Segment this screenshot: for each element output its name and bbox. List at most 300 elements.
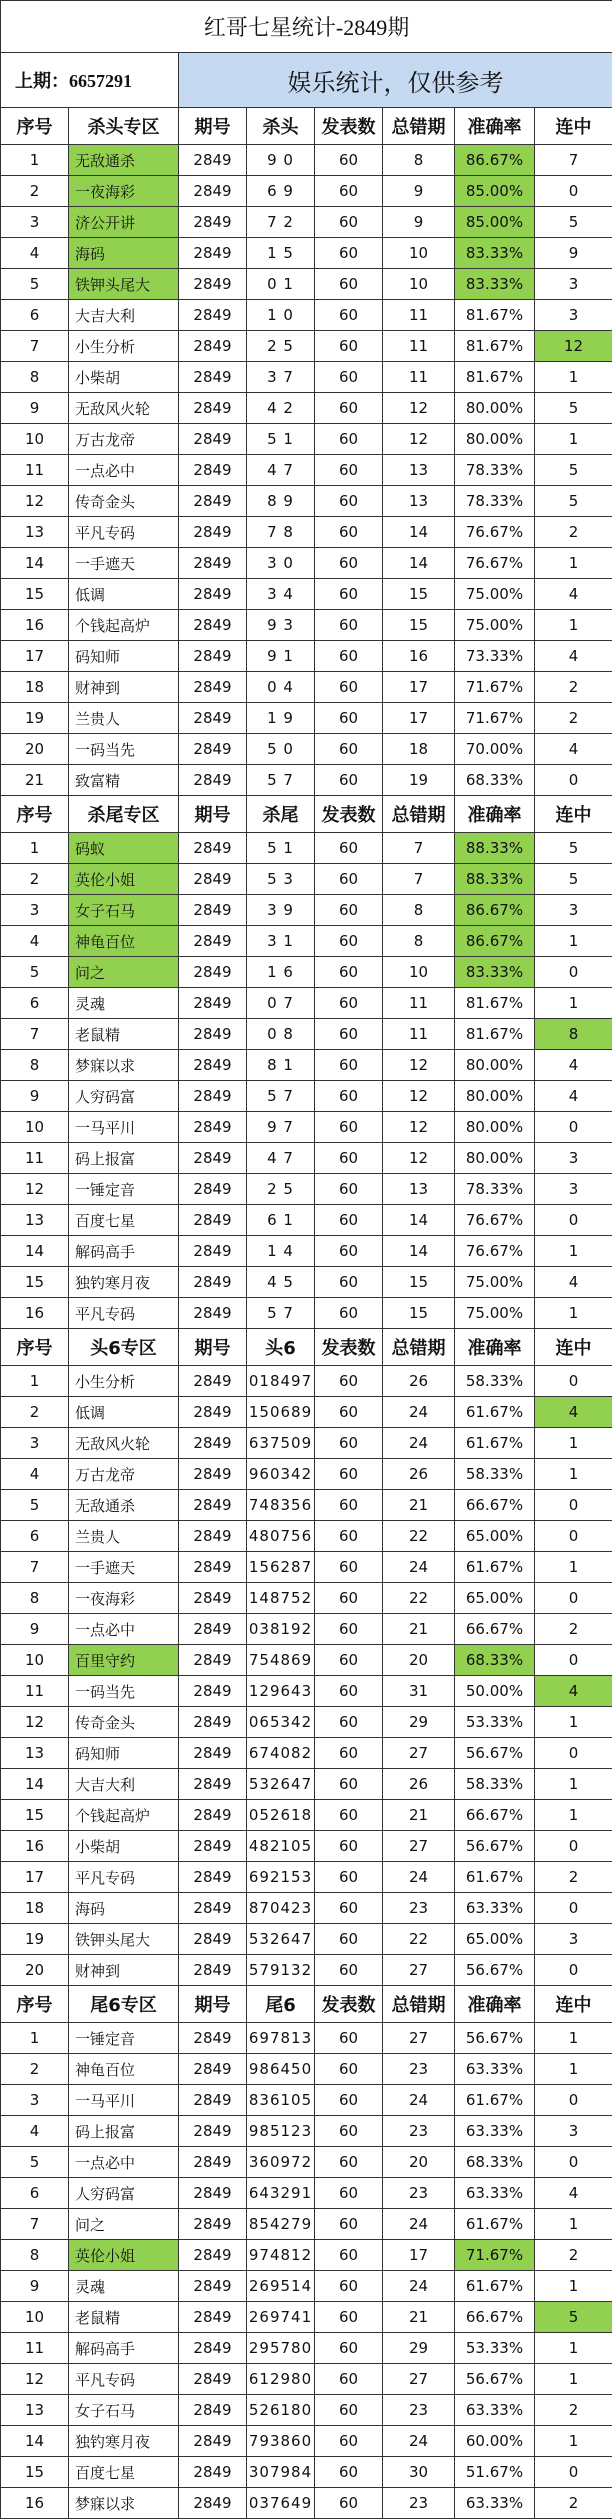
cell-errors: 8 [383, 926, 455, 957]
cell-accuracy: 80.00% [455, 1081, 535, 1112]
cell-period: 2849 [179, 703, 247, 734]
cell-numbers: 5 3 [247, 864, 315, 895]
table-row [1, 2395, 612, 2426]
table-row [1, 238, 612, 269]
cell-numbers: 6 9 [247, 176, 315, 207]
cell-posts: 60 [315, 207, 383, 238]
cell-numbers: 038192 [247, 1614, 315, 1645]
cell-errors: 11 [383, 362, 455, 393]
cell-numbers: 9 0 [247, 145, 315, 176]
cell-name: 平凡专码 [69, 2364, 179, 2395]
cell-errors: 15 [383, 610, 455, 641]
cell-period: 2849 [179, 1019, 247, 1050]
header-name: 杀头专区 [69, 108, 179, 145]
cell-errors: 12 [383, 393, 455, 424]
cell-posts: 60 [315, 1236, 383, 1267]
cell-accuracy: 56.67% [455, 1955, 535, 1986]
cell-name: 小生分析 [69, 1366, 179, 1397]
cell-accuracy: 73.33% [455, 641, 535, 672]
cell-accuracy: 75.00% [455, 1298, 535, 1329]
cell-name: 大吉大利 [69, 1769, 179, 1800]
cell-errors: 13 [383, 1174, 455, 1205]
cell-accuracy: 56.67% [455, 2364, 535, 2395]
cell-posts: 60 [315, 641, 383, 672]
cell-accuracy: 61.67% [455, 2085, 535, 2116]
cell-period: 2849 [179, 1205, 247, 1236]
cell-name: 女子石马 [69, 2395, 179, 2426]
cell-rank: 10 [1, 1112, 69, 1143]
cell-posts: 60 [315, 1459, 383, 1490]
cell-posts: 60 [315, 145, 383, 176]
cell-errors: 10 [383, 238, 455, 269]
cell-errors: 26 [383, 1459, 455, 1490]
header-errors: 总错期 [383, 1329, 455, 1366]
cell-accuracy: 61.67% [455, 2271, 535, 2302]
cell-posts: 60 [315, 486, 383, 517]
cell-posts: 60 [315, 2333, 383, 2364]
cell-period: 2849 [179, 176, 247, 207]
header-streak: 连中 [535, 1986, 612, 2023]
cell-name: 万古龙帝 [69, 1459, 179, 1490]
cell-accuracy: 61.67% [455, 1397, 535, 1428]
cell-errors: 23 [383, 1893, 455, 1924]
cell-period: 2849 [179, 1081, 247, 1112]
cell-accuracy: 70.00% [455, 734, 535, 765]
table-row [1, 1236, 612, 1267]
cell-streak: 1 [535, 1707, 612, 1738]
cell-streak: 4 [535, 1676, 612, 1707]
cell-name: 一码当先 [69, 734, 179, 765]
cell-period: 2849 [179, 2178, 247, 2209]
cell-rank: 15 [1, 1267, 69, 1298]
cell-period: 2849 [179, 2054, 247, 2085]
table-row [1, 2333, 612, 2364]
cell-name: 一码当先 [69, 1676, 179, 1707]
cell-period: 2849 [179, 734, 247, 765]
cell-name: 一马平川 [69, 1112, 179, 1143]
table-row [1, 2085, 612, 2116]
table-row [1, 1490, 612, 1521]
cell-accuracy: 76.67% [455, 1236, 535, 1267]
cell-name: 大吉大利 [69, 300, 179, 331]
cell-errors: 11 [383, 300, 455, 331]
cell-streak: 3 [535, 269, 612, 300]
cell-period: 2849 [179, 1143, 247, 1174]
cell-name: 一点必中 [69, 1614, 179, 1645]
cell-errors: 20 [383, 1645, 455, 1676]
title-row [1, 1, 612, 53]
table-row [1, 734, 612, 765]
cell-name: 百里守约 [69, 1645, 179, 1676]
cell-name: 解码高手 [69, 1236, 179, 1267]
cell-name: 致富精 [69, 765, 179, 796]
cell-numbers: 1 4 [247, 1236, 315, 1267]
cell-period: 2849 [179, 2209, 247, 2240]
cell-period: 2849 [179, 207, 247, 238]
table-row [1, 1174, 612, 1205]
cell-period: 2849 [179, 1645, 247, 1676]
cell-period: 2849 [179, 1707, 247, 1738]
cell-numbers: 6 1 [247, 1205, 315, 1236]
cell-period: 2849 [179, 2116, 247, 2147]
cell-errors: 17 [383, 672, 455, 703]
cell-accuracy: 65.00% [455, 1521, 535, 1552]
cell-rank: 17 [1, 1862, 69, 1893]
cell-period: 2849 [179, 2364, 247, 2395]
cell-errors: 14 [383, 517, 455, 548]
cell-errors: 27 [383, 1955, 455, 1986]
cell-numbers: 480756 [247, 1521, 315, 1552]
table-row [1, 1862, 612, 1893]
cell-name: 码上报富 [69, 1143, 179, 1174]
cell-accuracy: 83.33% [455, 238, 535, 269]
cell-name: 兰贵人 [69, 1521, 179, 1552]
cell-rank: 8 [1, 1050, 69, 1081]
cell-name: 个钱起高炉 [69, 610, 179, 641]
table-row [1, 765, 612, 796]
cell-period: 2849 [179, 1298, 247, 1329]
cell-accuracy: 80.00% [455, 1143, 535, 1174]
cell-streak: 2 [535, 2488, 612, 2519]
cell-rank: 4 [1, 1459, 69, 1490]
cell-numbers: 5 1 [247, 424, 315, 455]
cell-rank: 6 [1, 2178, 69, 2209]
cell-errors: 21 [383, 1614, 455, 1645]
cell-name: 梦寐以求 [69, 2488, 179, 2519]
cell-streak: 2 [535, 1614, 612, 1645]
cell-rank: 5 [1, 957, 69, 988]
cell-accuracy: 65.00% [455, 1924, 535, 1955]
cell-rank: 18 [1, 1893, 69, 1924]
cell-errors: 15 [383, 1298, 455, 1329]
table-row [1, 176, 612, 207]
cell-rank: 1 [1, 145, 69, 176]
cell-name: 灵魂 [69, 2271, 179, 2302]
cell-name: 英伦小姐 [69, 864, 179, 895]
cell-streak: 0 [535, 176, 612, 207]
cell-numbers: 793860 [247, 2426, 315, 2457]
cell-rank: 8 [1, 362, 69, 393]
cell-accuracy: 58.33% [455, 1366, 535, 1397]
cell-period: 2849 [179, 1428, 247, 1459]
cell-streak: 1 [535, 988, 612, 1019]
cell-errors: 31 [383, 1676, 455, 1707]
cell-posts: 60 [315, 238, 383, 269]
table-row [1, 207, 612, 238]
table-row [1, 1614, 612, 1645]
header-rank: 序号 [1, 796, 69, 833]
cell-errors: 14 [383, 1205, 455, 1236]
cell-errors: 27 [383, 2364, 455, 2395]
cell-name: 一手遮天 [69, 548, 179, 579]
cell-rank: 18 [1, 672, 69, 703]
cell-posts: 60 [315, 2426, 383, 2457]
cell-name: 平凡专码 [69, 1298, 179, 1329]
cell-posts: 60 [315, 1205, 383, 1236]
table-row [1, 145, 612, 176]
cell-numbers: 0 1 [247, 269, 315, 300]
header-rank: 序号 [1, 1986, 69, 2023]
cell-errors: 24 [383, 2085, 455, 2116]
cell-numbers: 526180 [247, 2395, 315, 2426]
cell-numbers: 697813 [247, 2023, 315, 2054]
cell-name: 小柴胡 [69, 1831, 179, 1862]
cell-streak: 1 [535, 362, 612, 393]
cell-name: 人穷码富 [69, 1081, 179, 1112]
cell-streak: 3 [535, 1174, 612, 1205]
cell-posts: 60 [315, 957, 383, 988]
cell-numbers: 148752 [247, 1583, 315, 1614]
cell-name: 小柴胡 [69, 362, 179, 393]
cell-streak: 0 [535, 1738, 612, 1769]
cell-numbers: 1 5 [247, 238, 315, 269]
cell-streak: 4 [535, 579, 612, 610]
cell-streak: 1 [535, 1552, 612, 1583]
cell-rank: 12 [1, 1174, 69, 1205]
cell-errors: 12 [383, 424, 455, 455]
cell-period: 2849 [179, 517, 247, 548]
cell-period: 2849 [179, 2333, 247, 2364]
cell-accuracy: 63.33% [455, 1893, 535, 1924]
cell-name: 一手遮天 [69, 1552, 179, 1583]
cell-posts: 60 [315, 895, 383, 926]
cell-accuracy: 76.67% [455, 548, 535, 579]
cell-posts: 60 [315, 1583, 383, 1614]
table-row [1, 672, 612, 703]
cell-posts: 60 [315, 2085, 383, 2116]
cell-period: 2849 [179, 1552, 247, 1583]
table-row [1, 579, 612, 610]
cell-period: 2849 [179, 269, 247, 300]
cell-name: 码知师 [69, 1738, 179, 1769]
cell-streak: 0 [535, 1955, 612, 1986]
cell-rank: 14 [1, 1236, 69, 1267]
cell-streak: 4 [535, 1267, 612, 1298]
cell-posts: 60 [315, 1081, 383, 1112]
cell-streak: 5 [535, 393, 612, 424]
cell-rank: 12 [1, 486, 69, 517]
cell-period: 2849 [179, 895, 247, 926]
table-row [1, 988, 612, 1019]
header-period: 期号 [179, 1986, 247, 2023]
cell-rank: 13 [1, 1738, 69, 1769]
cell-name: 问之 [69, 957, 179, 988]
cell-streak: 1 [535, 1800, 612, 1831]
cell-posts: 60 [315, 2209, 383, 2240]
cell-accuracy: 63.33% [455, 2054, 535, 2085]
cell-period: 2849 [179, 2457, 247, 2488]
cell-numbers: 5 7 [247, 1298, 315, 1329]
cell-posts: 60 [315, 2364, 383, 2395]
cell-name: 无敌通杀 [69, 145, 179, 176]
cell-errors: 24 [383, 1428, 455, 1459]
cell-streak: 3 [535, 300, 612, 331]
cell-numbers: 5 7 [247, 765, 315, 796]
cell-streak: 1 [535, 2023, 612, 2054]
cell-name: 传奇金头 [69, 1707, 179, 1738]
cell-accuracy: 86.67% [455, 145, 535, 176]
cell-name: 一点必中 [69, 2147, 179, 2178]
cell-errors: 24 [383, 2271, 455, 2302]
cell-errors: 11 [383, 1019, 455, 1050]
cell-errors: 11 [383, 331, 455, 362]
cell-period: 2849 [179, 455, 247, 486]
table-row [1, 1366, 612, 1397]
cell-errors: 22 [383, 1924, 455, 1955]
table-row [1, 2488, 612, 2519]
header-errors: 总错期 [383, 796, 455, 833]
cell-period: 2849 [179, 2395, 247, 2426]
cell-name: 英伦小姐 [69, 2240, 179, 2271]
table-row [1, 2209, 612, 2240]
cell-numbers: 4 7 [247, 1143, 315, 1174]
table-row [1, 1019, 612, 1050]
cell-posts: 60 [315, 2023, 383, 2054]
section-header-row [1, 108, 612, 145]
cell-streak: 1 [535, 1298, 612, 1329]
cell-name: 低调 [69, 579, 179, 610]
table-row [1, 1459, 612, 1490]
cell-accuracy: 61.67% [455, 2209, 535, 2240]
cell-streak: 4 [535, 2178, 612, 2209]
cell-rank: 8 [1, 2240, 69, 2271]
cell-streak: 1 [535, 2364, 612, 2395]
cell-streak: 2 [535, 517, 612, 548]
cell-streak: 3 [535, 1924, 612, 1955]
cell-period: 2849 [179, 765, 247, 796]
cell-streak: 1 [535, 1236, 612, 1267]
cell-streak: 0 [535, 1645, 612, 1676]
cell-posts: 60 [315, 269, 383, 300]
table-row [1, 2271, 612, 2302]
table-row [1, 1893, 612, 1924]
cell-numbers: 9 1 [247, 641, 315, 672]
cell-period: 2849 [179, 1521, 247, 1552]
cell-streak: 0 [535, 1205, 612, 1236]
cell-name: 梦寐以求 [69, 1050, 179, 1081]
cell-rank: 9 [1, 1614, 69, 1645]
table-row [1, 300, 612, 331]
header-period: 期号 [179, 1329, 247, 1366]
table-row [1, 1955, 612, 1986]
header-numbers: 头6 [247, 1329, 315, 1366]
cell-numbers: 156287 [247, 1552, 315, 1583]
cell-posts: 60 [315, 1893, 383, 1924]
cell-numbers: 4 7 [247, 455, 315, 486]
cell-errors: 24 [383, 1862, 455, 1893]
cell-errors: 14 [383, 548, 455, 579]
header-streak: 连中 [535, 796, 612, 833]
table-row [1, 1738, 612, 1769]
cell-name: 百度七星 [69, 2457, 179, 2488]
cell-rank: 1 [1, 1366, 69, 1397]
cell-period: 2849 [179, 1459, 247, 1490]
cell-period: 2849 [179, 1583, 247, 1614]
cell-errors: 11 [383, 988, 455, 1019]
cell-rank: 7 [1, 1019, 69, 1050]
cell-accuracy: 53.33% [455, 1707, 535, 1738]
header-posts: 发表数 [315, 1329, 383, 1366]
cell-name: 一夜海彩 [69, 1583, 179, 1614]
table-row [1, 1205, 612, 1236]
cell-streak: 0 [535, 2085, 612, 2116]
cell-rank: 2 [1, 2054, 69, 2085]
cell-errors: 19 [383, 765, 455, 796]
cell-numbers: 870423 [247, 1893, 315, 1924]
cell-accuracy: 68.33% [455, 2147, 535, 2178]
cell-numbers: 150689 [247, 1397, 315, 1428]
cell-accuracy: 83.33% [455, 957, 535, 988]
header-name: 杀尾专区 [69, 796, 179, 833]
table-row [1, 1552, 612, 1583]
cell-streak: 1 [535, 1769, 612, 1800]
header-accuracy: 准确率 [455, 1329, 535, 1366]
cell-accuracy: 83.33% [455, 269, 535, 300]
cell-numbers: 1 9 [247, 703, 315, 734]
table-row [1, 1267, 612, 1298]
cell-numbers: 018497 [247, 1366, 315, 1397]
cell-posts: 60 [315, 1676, 383, 1707]
cell-name: 平凡专码 [69, 517, 179, 548]
cell-numbers: 269741 [247, 2302, 315, 2333]
cell-rank: 16 [1, 610, 69, 641]
cell-numbers: 295780 [247, 2333, 315, 2364]
cell-numbers: 836105 [247, 2085, 315, 2116]
cell-accuracy: 66.67% [455, 2302, 535, 2333]
cell-numbers: 037649 [247, 2488, 315, 2519]
cell-numbers: 0 8 [247, 1019, 315, 1050]
cell-accuracy: 75.00% [455, 1267, 535, 1298]
header-numbers: 杀尾 [247, 796, 315, 833]
cell-accuracy: 61.67% [455, 1552, 535, 1583]
cell-rank: 12 [1, 2364, 69, 2395]
cell-period: 2849 [179, 1893, 247, 1924]
cell-rank: 5 [1, 269, 69, 300]
cell-numbers: 5 7 [247, 1081, 315, 1112]
cell-numbers: 8 9 [247, 486, 315, 517]
header-numbers: 杀头 [247, 108, 315, 145]
cell-posts: 60 [315, 1267, 383, 1298]
cell-name: 海码 [69, 1893, 179, 1924]
cell-rank: 7 [1, 1552, 69, 1583]
cell-accuracy: 66.67% [455, 1614, 535, 1645]
cell-streak: 5 [535, 2302, 612, 2333]
cell-accuracy: 78.33% [455, 486, 535, 517]
cell-rank: 14 [1, 2426, 69, 2457]
cell-rank: 9 [1, 1081, 69, 1112]
cell-period: 2849 [179, 1955, 247, 1986]
cell-rank: 20 [1, 1955, 69, 1986]
cell-period: 2849 [179, 2085, 247, 2116]
cell-period: 2849 [179, 2147, 247, 2178]
table-row [1, 1645, 612, 1676]
table-row [1, 1769, 612, 1800]
cell-accuracy: 88.33% [455, 864, 535, 895]
cell-posts: 60 [315, 1366, 383, 1397]
table-row [1, 2426, 612, 2457]
cell-name: 传奇金头 [69, 486, 179, 517]
cell-errors: 24 [383, 2209, 455, 2240]
cell-rank: 11 [1, 455, 69, 486]
cell-numbers: 692153 [247, 1862, 315, 1893]
table-row [1, 2178, 612, 2209]
cell-period: 2849 [179, 362, 247, 393]
cell-numbers: 674082 [247, 1738, 315, 1769]
cell-errors: 8 [383, 895, 455, 926]
cell-errors: 23 [383, 2054, 455, 2085]
cell-accuracy: 81.67% [455, 362, 535, 393]
header-rank: 序号 [1, 108, 69, 145]
